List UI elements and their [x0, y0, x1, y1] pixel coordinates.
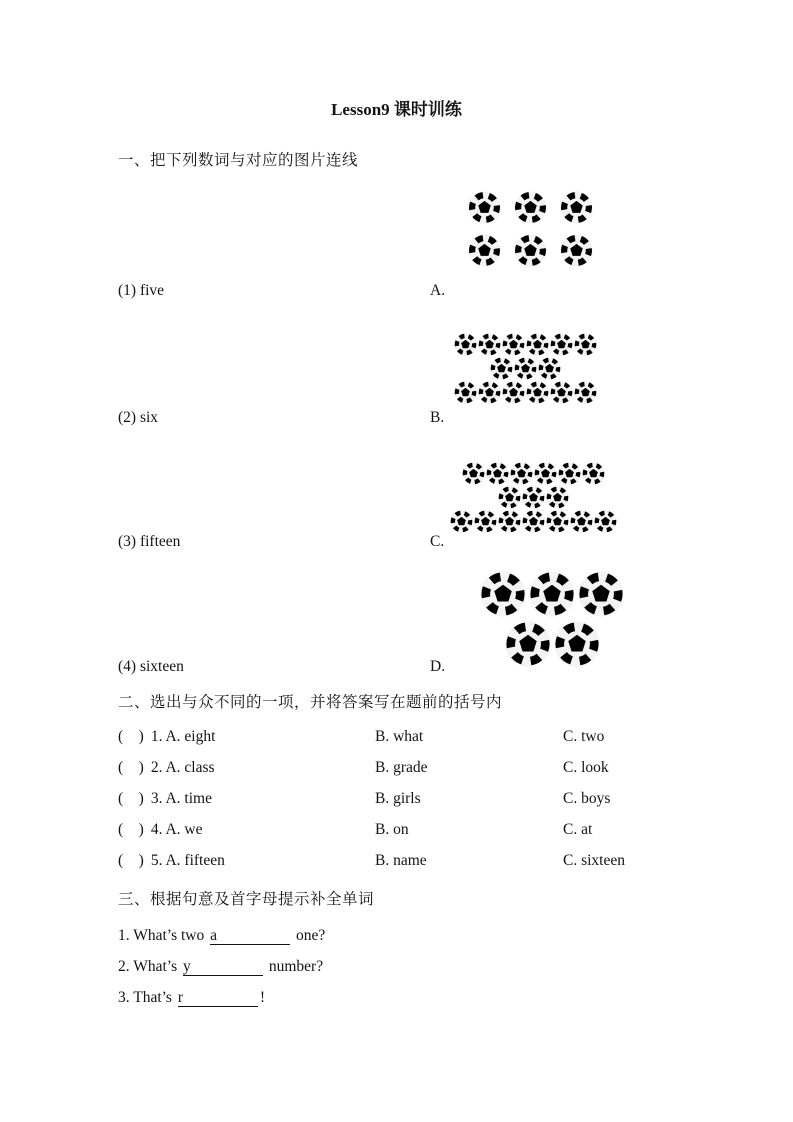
soccer-ball-icon — [582, 462, 605, 485]
answer-bracket: ( ) — [118, 728, 144, 745]
hint-letter: y — [183, 958, 191, 975]
option-a: 4. A. we — [150, 821, 203, 838]
option-a: 3. A. time — [150, 790, 212, 807]
option-a: 2. A. class — [150, 759, 215, 776]
soccer-ball-icon — [570, 510, 593, 533]
soccer-ball-icon — [526, 381, 549, 404]
soccer-ball-icon — [502, 381, 525, 404]
soccer-ball-icon — [498, 510, 521, 533]
option-c: C. look — [563, 759, 609, 776]
soccer-ball-icon — [478, 333, 501, 356]
soccer-ball-icon — [558, 462, 581, 485]
picture-option-c-soccer-balls — [448, 462, 618, 534]
choice-row-2 — [118, 758, 793, 778]
soccer-ball-icon — [550, 333, 573, 356]
soccer-ball-row — [468, 191, 593, 224]
option-c: C. two — [563, 728, 605, 745]
option-b: B. what — [375, 728, 424, 745]
soccer-ball-icon — [480, 571, 526, 617]
soccer-ball-row — [450, 510, 617, 533]
option-c: C. sixteen — [563, 852, 625, 869]
fill-blank-row-1 — [118, 926, 793, 946]
fill-blank — [183, 958, 263, 976]
picture-option-b-soccer-balls — [450, 333, 600, 405]
match-row-4 — [118, 657, 793, 677]
answer-bracket: ( ) — [118, 790, 144, 807]
page-title: Lesson9 课时训练 — [331, 100, 462, 119]
option-c: C. at — [563, 821, 593, 838]
soccer-ball-icon — [514, 234, 547, 267]
soccer-ball-icon — [546, 486, 569, 509]
soccer-ball-icon — [529, 571, 575, 617]
soccer-ball-row — [490, 357, 561, 380]
section3-heading: 三、根据句意及首字母提示补全单词 — [118, 891, 375, 908]
soccer-ball-row — [462, 462, 605, 485]
sentence-prefix: 2. What’s — [118, 958, 178, 975]
match-word: (1) five — [118, 282, 165, 299]
soccer-ball-row — [454, 381, 597, 404]
sentence-suffix: one? — [296, 927, 326, 944]
sentence-prefix: 3. That’s — [118, 989, 172, 1006]
soccer-ball-icon — [514, 357, 537, 380]
soccer-ball-row — [454, 333, 597, 356]
match-row-1 — [118, 281, 793, 301]
soccer-ball-icon — [574, 333, 597, 356]
answer-bracket: ( ) — [118, 821, 144, 838]
hint-letter: r — [177, 989, 184, 1006]
soccer-ball-icon — [578, 571, 624, 617]
soccer-ball-icon — [514, 191, 547, 224]
soccer-ball-icon — [468, 234, 501, 267]
soccer-ball-icon — [534, 462, 557, 485]
picture-letter: A. — [430, 282, 446, 299]
soccer-ball-icon — [478, 381, 501, 404]
option-b: B. grade — [375, 759, 428, 776]
soccer-ball-icon — [560, 234, 593, 267]
soccer-ball-icon — [546, 510, 569, 533]
option-b: B. on — [375, 821, 409, 838]
soccer-ball-icon — [474, 510, 497, 533]
option-c: C. boys — [563, 790, 611, 807]
soccer-ball-icon — [490, 357, 513, 380]
answer-bracket: ( ) — [118, 759, 144, 776]
fill-blank — [178, 989, 258, 1007]
soccer-ball-icon — [502, 333, 525, 356]
soccer-ball-icon — [510, 462, 533, 485]
answer-bracket: ( ) — [118, 852, 144, 869]
picture-option-a-soccer-balls — [460, 191, 600, 277]
sentence-suffix: number? — [268, 958, 324, 975]
section2-heading: 二、选出与众不同的一项，并将答案写在题前的括号内 — [118, 694, 503, 711]
fill-blank-row-2 — [118, 957, 793, 977]
soccer-ball-row — [498, 486, 569, 509]
picture-letter: B. — [430, 409, 445, 426]
soccer-ball-row — [468, 234, 593, 267]
soccer-ball-icon — [560, 191, 593, 224]
option-b: B. name — [375, 852, 427, 869]
soccer-ball-icon — [468, 191, 501, 224]
soccer-ball-icon — [550, 381, 573, 404]
choice-row-4 — [118, 820, 793, 840]
soccer-ball-icon — [594, 510, 617, 533]
section1-heading: 一、把下列数词与对应的图片连线 — [118, 152, 359, 169]
soccer-ball-icon — [454, 333, 477, 356]
picture-option-d-soccer-balls — [477, 571, 627, 671]
soccer-ball-icon — [454, 381, 477, 404]
soccer-ball-row — [480, 571, 624, 617]
choice-row-1 — [118, 727, 793, 747]
soccer-ball-icon — [522, 486, 545, 509]
fill-blank-row-3 — [118, 988, 793, 1008]
sentence-prefix: 1. What’s two — [118, 927, 205, 944]
choice-row-5 — [118, 851, 793, 871]
picture-letter: C. — [430, 533, 445, 550]
soccer-ball-icon — [522, 510, 545, 533]
option-a: 5. A. fifteen — [150, 852, 225, 869]
soccer-ball-icon — [526, 333, 549, 356]
match-row-3 — [118, 532, 793, 552]
picture-letter: D. — [430, 658, 446, 675]
match-row-2 — [118, 408, 793, 428]
fill-blank — [210, 927, 290, 945]
hint-letter: a — [210, 927, 218, 944]
soccer-ball-icon — [538, 357, 561, 380]
match-word: (3) fifteen — [118, 533, 181, 550]
option-a: 1. A. eight — [150, 728, 216, 745]
soccer-ball-icon — [486, 462, 509, 485]
option-b: B. girls — [375, 790, 421, 807]
soccer-ball-icon — [462, 462, 485, 485]
match-word: (2) six — [118, 409, 159, 426]
soccer-ball-icon — [574, 381, 597, 404]
soccer-ball-icon — [498, 486, 521, 509]
match-word: (4) sixteen — [118, 658, 184, 675]
sentence-suffix: ! — [259, 989, 266, 1006]
soccer-ball-icon — [450, 510, 473, 533]
choice-row-3 — [118, 789, 793, 809]
